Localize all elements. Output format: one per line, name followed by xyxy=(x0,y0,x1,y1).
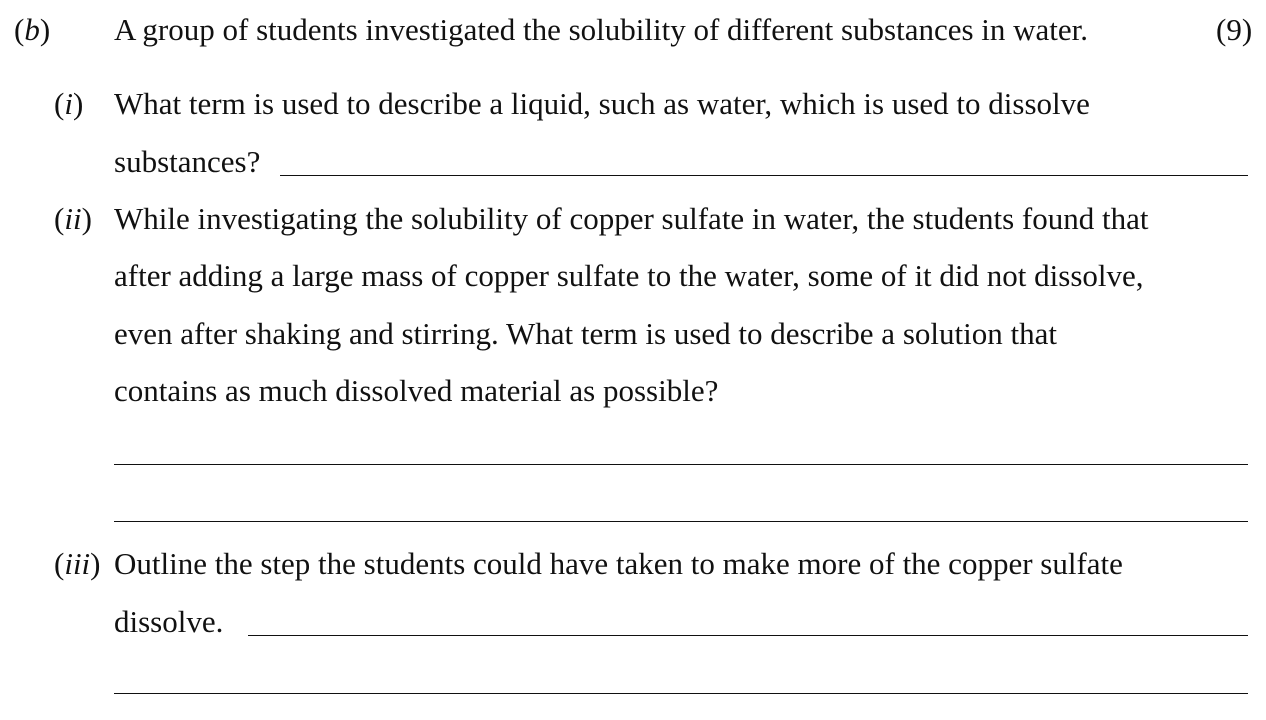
answer-line-iii-1[interactable] xyxy=(248,635,1248,636)
answer-line-ii-2[interactable] xyxy=(114,521,1248,522)
answer-line-ii-1[interactable] xyxy=(114,464,1248,465)
question-ii-text-line1: While investigating the solubility of copper sulfate in water, the students found that xyxy=(114,201,1149,236)
question-i-label: (i) xyxy=(54,86,84,121)
answer-line-i[interactable] xyxy=(280,175,1248,176)
answer-line-iii-2[interactable] xyxy=(114,693,1248,694)
question-ii-label: (ii) xyxy=(54,201,92,236)
question-ii-text-line3: even after shaking and stirring. What term is used to describe a solution that xyxy=(114,316,1057,351)
part-stem: A group of students investigated the solubility of different substances in water. xyxy=(114,12,1089,47)
part-label: (b) xyxy=(14,12,51,47)
question-ii-text-line2: after adding a large mass of copper sulfate to the water, some of it did not dissolve, xyxy=(114,258,1144,293)
question-i-text-line1: What term is used to describe a liquid, such as water, which is used to dissolve xyxy=(114,86,1090,121)
part-letter: b xyxy=(24,12,40,47)
question-iii-label: (iii) xyxy=(54,546,101,581)
question-iii-text-line2: dissolve. xyxy=(114,604,224,639)
marks-label: (9) xyxy=(1216,12,1253,47)
question-ii-text-line4: contains as much dissolved material as possible? xyxy=(114,373,719,408)
question-i-text-line2: substances? xyxy=(114,144,261,179)
question-iii-text-line1: Outline the step the students could have taken to make more of the copper sulfate xyxy=(114,546,1123,581)
